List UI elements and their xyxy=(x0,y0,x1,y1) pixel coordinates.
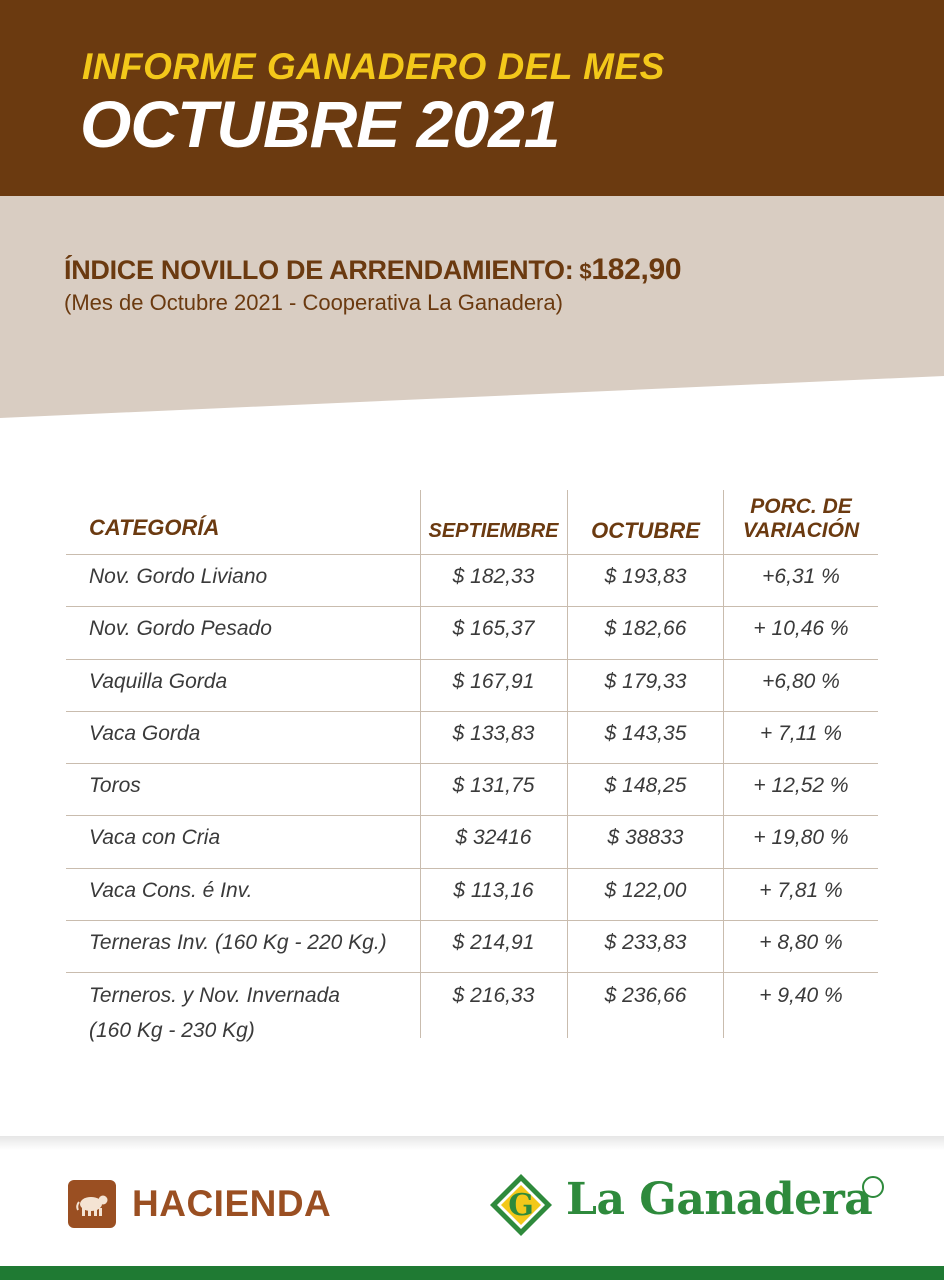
row-september: $ 32416 xyxy=(455,826,532,849)
row-october: $ 233,83 xyxy=(604,931,687,954)
bottom-bar xyxy=(0,1266,944,1280)
row-category-line2: (160 Kg - 230 Kg) xyxy=(89,1019,255,1042)
row-category: Vaca con Cria xyxy=(89,826,221,849)
row-september: $ 131,75 xyxy=(452,774,535,797)
row-october: $ 179,33 xyxy=(604,670,687,693)
row-variation: + 19,80 % xyxy=(753,826,849,849)
index-value: 182,90 xyxy=(591,253,682,286)
index-note: (Mes de Octubre 2021 - Cooperativa La Ganadera) xyxy=(64,290,563,315)
brand-name: La Ganadera xyxy=(566,1174,873,1225)
row-divider xyxy=(66,606,878,607)
footer-shadow xyxy=(0,1136,944,1150)
row-september: $ 133,83 xyxy=(452,722,535,745)
row-variation: + 12,52 % xyxy=(753,774,849,797)
row-october: $ 148,25 xyxy=(604,774,687,797)
cow-icon xyxy=(68,1180,116,1228)
section-label: HACIENDA xyxy=(132,1183,332,1224)
header-category: CATEGORÍA xyxy=(89,515,220,540)
row-october: $ 38833 xyxy=(607,826,684,849)
row-category: Nov. Gordo Pesado xyxy=(89,617,272,640)
header-october: OCTUBRE xyxy=(591,518,700,543)
row-category: Nov. Gordo Liviano xyxy=(89,565,268,588)
row-october: $ 182,66 xyxy=(604,617,687,640)
row-category: Terneros. y Nov. Invernada xyxy=(89,984,340,1007)
row-october: $ 143,35 xyxy=(604,722,687,745)
report-title: OCTUBRE 2021 xyxy=(80,87,560,161)
row-variation: + 10,46 % xyxy=(753,617,849,640)
row-variation: + 7,81 % xyxy=(759,879,843,902)
row-september: $ 165,37 xyxy=(452,617,535,640)
header-variation-line1: PORC. DE xyxy=(750,495,852,518)
row-september: $ 182,33 xyxy=(452,565,535,588)
trademark-icon xyxy=(862,1176,884,1198)
row-category: Toros xyxy=(89,774,141,797)
row-divider xyxy=(66,972,878,973)
row-category: Vaca Cons. é Inv. xyxy=(89,879,253,902)
row-divider xyxy=(66,554,878,555)
row-variation: +6,80 % xyxy=(762,670,840,693)
brand-letter: G xyxy=(508,1188,534,1223)
index-line xyxy=(64,253,681,287)
row-divider xyxy=(66,659,878,660)
row-category: Vaca Gorda xyxy=(89,722,201,745)
index-label: ÍNDICE NOVILLO DE ARRENDAMIENTO: xyxy=(64,255,574,285)
row-september: $ 167,91 xyxy=(452,670,535,693)
header-variation xyxy=(724,495,878,543)
row-divider xyxy=(66,920,878,921)
row-divider xyxy=(66,868,878,869)
row-variation: +6,31 % xyxy=(762,565,840,588)
row-variation: + 7,11 % xyxy=(760,722,842,745)
row-category: Vaquilla Gorda xyxy=(89,670,228,693)
row-variation: + 9,40 % xyxy=(759,984,843,1007)
row-divider xyxy=(66,763,878,764)
row-divider xyxy=(66,815,878,816)
la-ganadera-logo xyxy=(488,1172,554,1238)
row-september: $ 216,33 xyxy=(452,984,535,1007)
report-header xyxy=(0,0,944,196)
row-variation: + 8,80 % xyxy=(759,931,843,954)
row-september: $ 214,91 xyxy=(452,931,535,954)
header-september: SEPTIEMBRE xyxy=(428,520,559,542)
row-september: $ 113,16 xyxy=(453,879,534,902)
header-variation-line2: VARIACIÓN xyxy=(742,519,860,542)
report-kicker: INFORME GANADERO DEL MES xyxy=(82,46,665,87)
row-divider xyxy=(66,711,878,712)
row-october: $ 236,66 xyxy=(604,984,687,1007)
row-october: $ 193,83 xyxy=(604,565,687,588)
row-category: Terneras Inv. (160 Kg - 220 Kg.) xyxy=(89,931,387,954)
row-october: $ 122,00 xyxy=(604,879,687,902)
index-currency: $ xyxy=(579,259,592,284)
